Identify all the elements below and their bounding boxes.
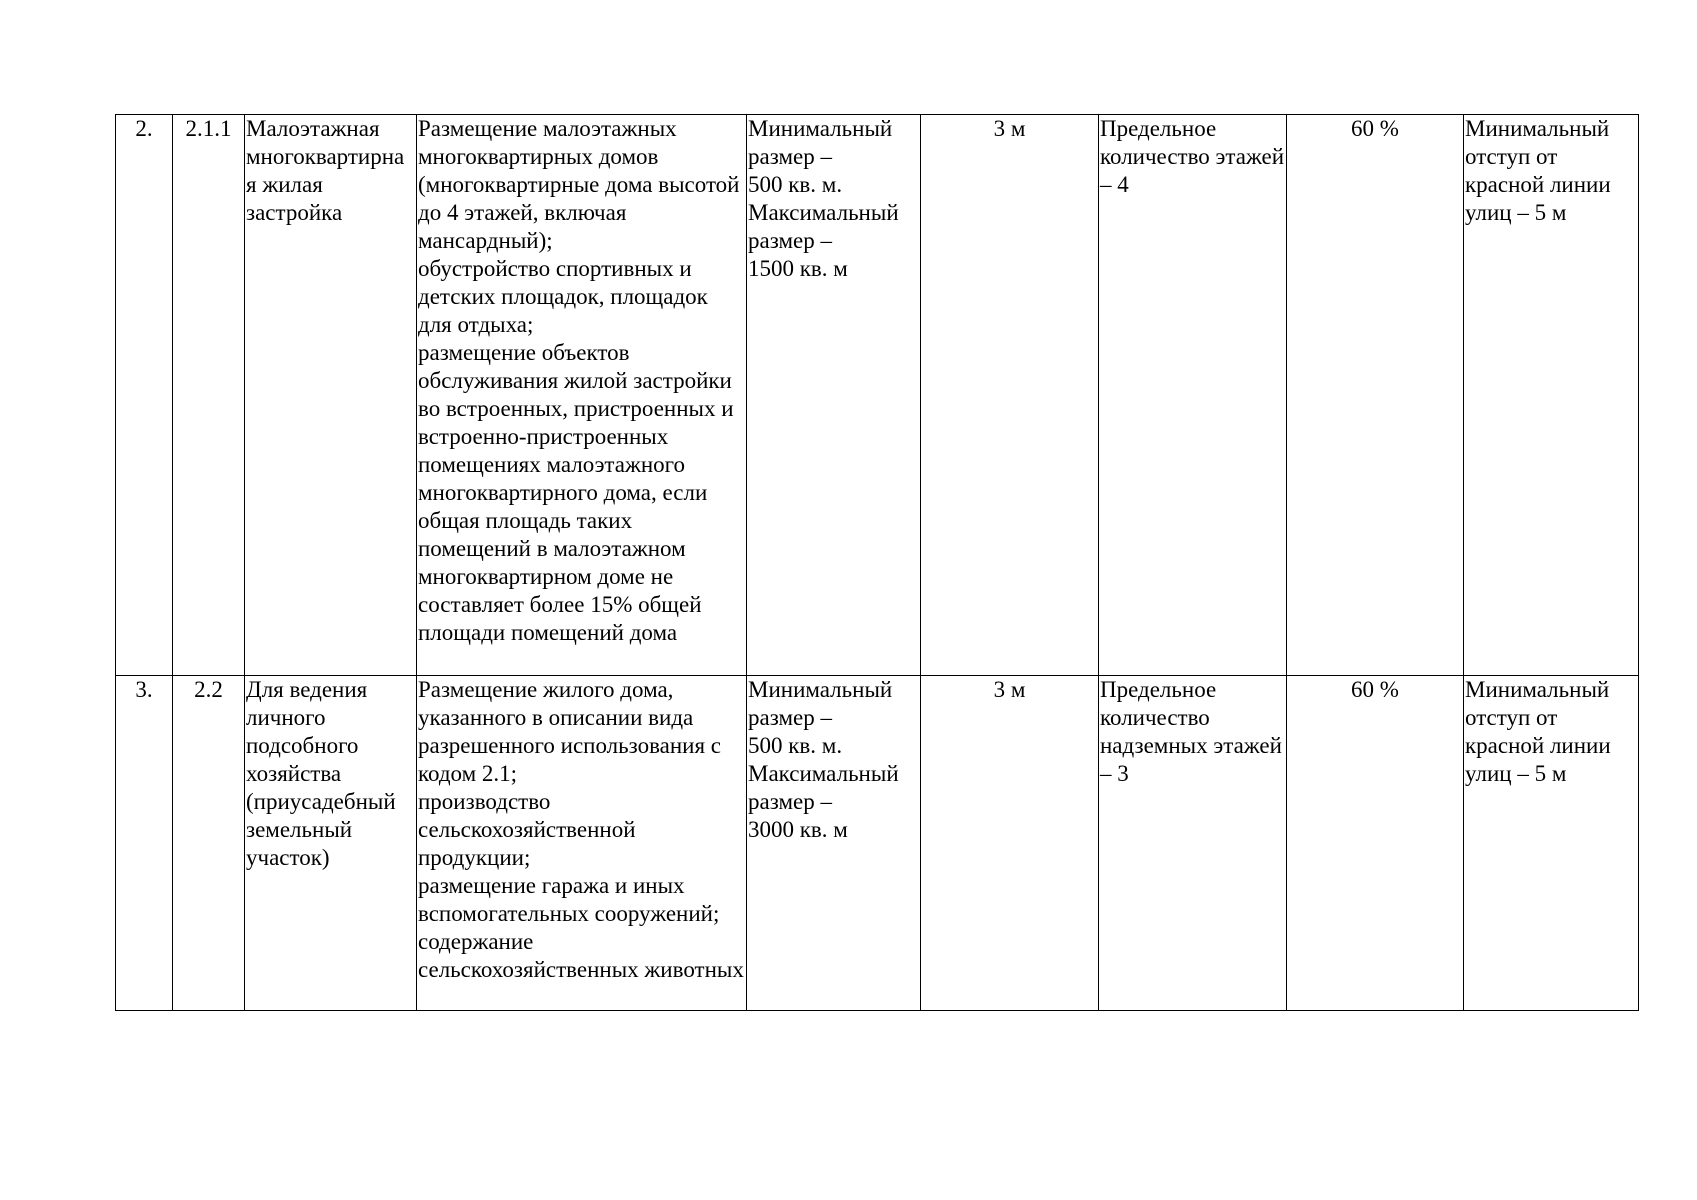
- use-code-cell: 2.1.1: [173, 115, 245, 676]
- table-row: [116, 115, 1639, 676]
- plot-size-cell: Минимальный размер – 500 кв. м. Максимальный размер – 3000 кв. м: [747, 676, 921, 1011]
- use-name-cell: Малоэтажная многоквартирна я жилая застройка: [245, 115, 417, 676]
- coverage-cell: 60 %: [1287, 676, 1464, 1011]
- red-line-cell: Минимальный отступ от красной линии улиц – 5 м: [1464, 115, 1639, 676]
- use-code-cell: 2.2: [173, 676, 245, 1011]
- row-number-cell: 3.: [116, 676, 173, 1011]
- plot-size-cell: Минимальный размер – 500 кв. м. Максимальный размер – 1500 кв. м: [747, 115, 921, 676]
- setback-cell: 3 м: [921, 115, 1099, 676]
- zoning-table: [115, 114, 1639, 1011]
- setback-cell: 3 м: [921, 676, 1099, 1011]
- floors-cell: Предельное количество надземных этажей – 3: [1099, 676, 1287, 1011]
- use-description-cell: Размещение малоэтажных многоквартирных домов (многоквартирные дома высотой до 4 этажей, включая мансардный); обустройство спортивных и детских площадок, площадок для отдыха; размещение объектов обслуживания жилой застройки во встроенных, пристроенных и встроенно-пристроенных помещениях малоэтажного многоквартирного дома, если общая площадь таких помещений в малоэтажном многоквартирном доме не составляет более 15% общей площади помещений дома: [417, 115, 747, 676]
- floors-cell: Предельное количество этажей – 4: [1099, 115, 1287, 676]
- coverage-cell: 60 %: [1287, 115, 1464, 676]
- table-row: [116, 676, 1639, 1011]
- use-name-cell: Для ведения личного подсобного хозяйства (приусадебный земельный участок): [245, 676, 417, 1011]
- row-number-cell: 2.: [116, 115, 173, 676]
- red-line-cell: Минимальный отступ от красной линии улиц – 5 м: [1464, 676, 1639, 1011]
- use-description-cell: Размещение жилого дома, указанного в описании вида разрешенного использования с кодом 2.1; производство сельскохозяйственной продукции; размещение гаража и иных вспомогательных сооружений; содержание сельскохозяйственных животных: [417, 676, 747, 1011]
